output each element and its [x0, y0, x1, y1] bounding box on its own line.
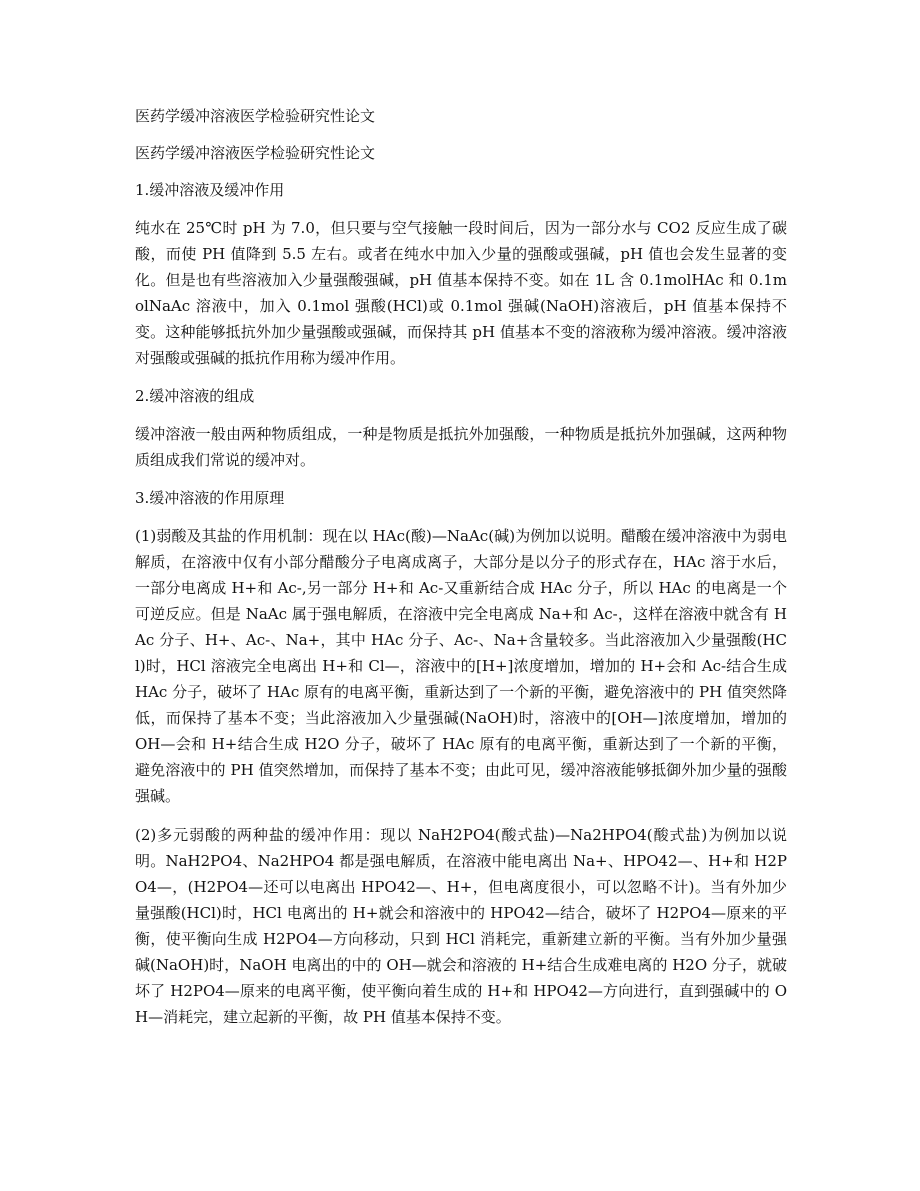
section-2-paragraph: 缓冲溶液一般由两种物质组成，一种是物质是抵抗外加强酸，一种物质是抵抗外加强碱，这两种物质组成我们常说的缓冲对。 — [135, 425, 787, 469]
section-1-paragraph: 纯水在 25℃时 pH 为 7.0，但只要与空气接触一段时间后，因为一部分水与 CO2 反应生成了碳酸，而使 PH 值降到 5.5 左右。或者在纯水中加入少量的强酸或强碱，pH 值也会发生显著的变化。但是也有些溶液加入少量强酸强碱，pH 值基本保持不变。如在 1L 含 0.1molHAc 和 0.1molNaAc 溶液中，加入 0.1mol 强酸(HCl)或 0.1mol 强碱(NaOH)溶液后，pH 值基本保持不变。这种能够抵抗外加少量强酸或强碱，而保持其 pH 值基本不变的溶液称为缓冲溶液。缓冲溶液对强酸或强碱的抵抗作用称为缓冲作用。 — [135, 219, 787, 367]
section-heading-2: 2.缓冲溶液的组成 — [135, 387, 255, 405]
section-heading-1: 1.缓冲溶液及缓冲作用 — [135, 181, 285, 199]
document-title: 医药学缓冲溶液医学检验研究性论文 — [135, 107, 376, 125]
section-3-paragraph-1: (1)弱酸及其盐的作用机制：现在以 HAc(酸)—NaAc(碱)为例加以说明。醋酸在缓冲溶液中为弱电解质，在溶液中仅有小部分醋酸分子电离成离子，大部分是以分子的形式存在，HAc 溶于水后，一部分电离成 H+和 Ac-,另一部分 H+和 Ac-又重新结合成 HAc 分子，所以 HAc 的电离是一个可逆反应。但是 NaAc 属于强电解质，在溶液中完全电离成 Na+和 Ac-，这样在溶液中就含有 HAc 分子、H+、Ac-、Na+，其中 HAc 分子、Ac-、Na+含量较多。当此溶液加入少量强酸(HCl)时，HCl 溶液完全电离出 H+和 Cl—，溶液中的[H+]浓度增加，增加的 H+会和 Ac-结合生成 HAc 分子，破坏了 HAc 原有的电离平衡，重新达到了一个新的平衡，避免溶液中的 PH 值突然降低，而保持了基本不变；当此溶液加入少量强碱(NaOH)时，溶液中的[OH—]浓度增加，增加的 OH—会和 H+结合生成 H2O 分子，破坏了 HAc 原有的电离平衡，重新达到了一个新的平衡，避免溶液中的 PH 值突然增加，而保持了基本不变；由此可见，缓冲溶液能够抵御外加少量的强酸强碱。 — [135, 527, 787, 805]
document-page — [135, 104, 787, 1043]
document-subtitle: 医药学缓冲溶液医学检验研究性论文 — [135, 144, 376, 162]
section-heading-3: 3.缓冲溶液的作用原理 — [135, 489, 285, 507]
section-3-paragraph-2: (2)多元弱酸的两种盐的缓冲作用：现以 NaH2PO4(酸式盐)—Na2HPO4(酸式盐)为例加以说明。NaH2PO4、Na2HPO4 都是强电解质，在溶液中能电离出 Na+、HPO42—、H+和 H2PO4—，(H2PO4—还可以电离出 HPO42—、H+，但电离度很小，可以忽略不计)。当有外加少量强酸(HCl)时，HCl 电离出的 H+就会和溶液中的 HPO42—结合，破坏了 H2PO4—原来的平衡，使平衡向生成 H2PO4—方向移动，只到 HCl 消耗完，重新建立新的平衡。当有外加少量强碱(NaOH)时，NaOH 电离出的中的 OH—就会和溶液的 H+结合生成难电离的 H2O 分子，就破坏了 H2PO4—原来的电离平衡，使平衡向着生成的 H+和 HPO42—方向进行，直到强碱中的 OH—消耗完，建立起新的平衡，故 PH 值基本保持不变。 — [135, 826, 787, 1026]
